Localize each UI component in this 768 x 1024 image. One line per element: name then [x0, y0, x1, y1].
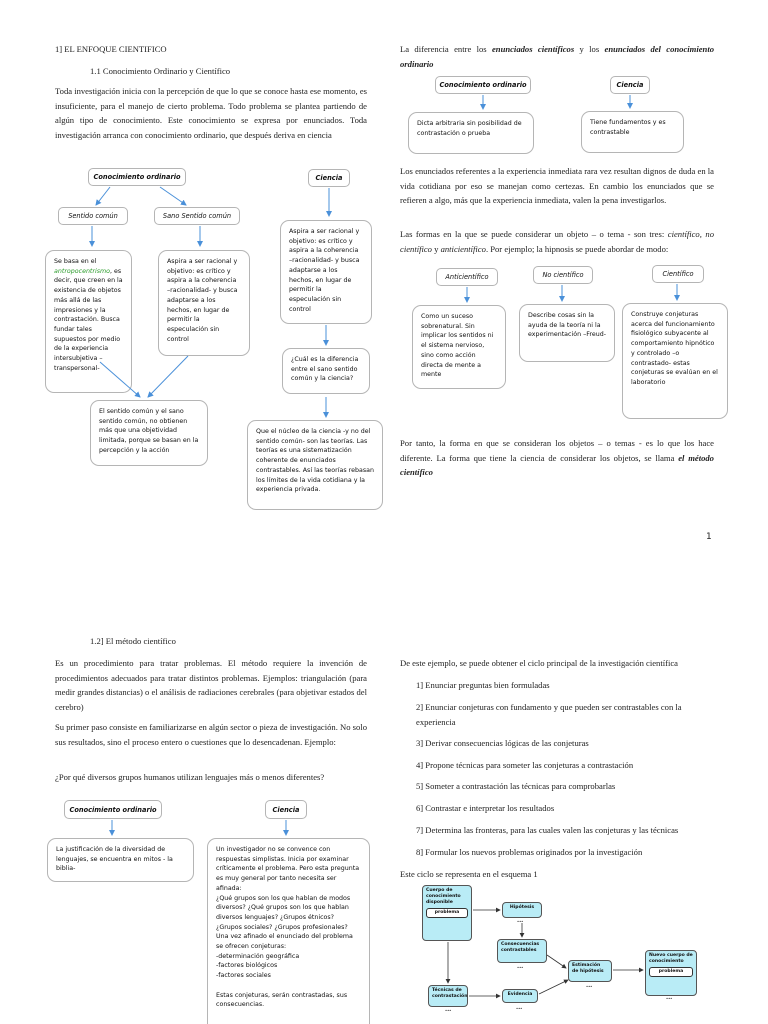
- fc-cuerpo: Cuerpo de conocimiento disponible problema: [422, 885, 472, 941]
- page2-co-box: La justificación de la diversidad de lenguajes, se encuentra en mitos - la biblia-: [47, 838, 194, 882]
- fc-tecnicas: Técnicas de contrastación: [428, 985, 468, 1007]
- fc-dots-hipotesis: ...: [517, 917, 524, 924]
- sano-sentido-comun-label: Sano Sentido común: [154, 207, 240, 225]
- fc-dots-estimacion: ...: [586, 982, 593, 989]
- step-5: 5] Someter a contrastación las técnicas para comprobarlas: [416, 781, 616, 791]
- fc-estimacion: Estimación de hipótesis: [568, 960, 612, 982]
- step-8: 8] Formular los nuevos problemas originados por la investigación: [416, 847, 643, 857]
- page1-intro: Toda investigación inicia con la percepción de que lo que se conoce hasta ese momento, es insuficiente, para el manejo de cierto problema. Todo problema se plantea partiendo de algún tipo de conocimiento. Este conocimiento se expresa por enunciados. Toda investigación arranca con conocimiento ordinario, que después deriva en ciencia: [55, 86, 368, 140]
- step-3: 3] Derivar consecuencias lógicas de las conjeturas: [416, 738, 589, 748]
- cientifico-label: Científico: [652, 265, 704, 283]
- answer-box: Que el núcleo de la ciencia -y no del sentido común- son las teorías. Las teorías es una sistematización coherente de enunciados contrastables. Así las teorías rebasan los límites de la vida cotidiana y la experiencia privada.: [247, 420, 383, 510]
- question-box: ¿Cuál es la diferencia entre el sano sentido común y la ciencia?: [282, 348, 370, 394]
- sentido-comun-label: Sentido común: [58, 207, 128, 225]
- page2-ciencia-box: Un investigador no se convence con respuestas simplistas. Inicia por examinar críticamente el problema. Pero esta pregunta es muy general por tanto necesita ser afinada: ¿Qué grupos son los que hablan de modos diversos? ¿Qué grupos son los que hablan diversos lenguajes? ¿Grupos étnicos? ¿Grupos sociales? ¿Grupos profesionales? Una vez afinado el enunciado del problema se ofrecen conjeturas: -determinación geográfica -factores biológicos -factores sociales Estas conjeturas, serán contrastadas, sus consecuencias.: [207, 838, 370, 1024]
- fc-hipotesis: Hipótesis: [502, 902, 542, 918]
- metodo-paragraph: Por tanto, la forma en que se consideran los objetos – o temas - es lo que los hace diferente. La forma que tiene la ciencia de considerar los objetos, se llama el método científico: [400, 438, 714, 478]
- conocimiento-ordinario-label: Conocimiento ordinario: [88, 168, 186, 186]
- enunciados-paragraph: Los enunciados referentes a la experiencia inmediata rara vez resultan dignos de duda en la vida cotidiana por eso se manejan como certezas. En cambio los enunciados que se refieren a algo, más que la experiencia inmediata, valen la pena investigarlos.: [400, 166, 714, 206]
- page2-right-intro: De este ejemplo, se puede obtener el ciclo principal de la investigación científica: [400, 658, 678, 668]
- no-cientifico-box: Describe cosas sin la ayuda de la teoría ni la experimentación –Freud-: [519, 304, 615, 362]
- ciencia-label: Ciencia: [308, 169, 350, 187]
- fc-dots-tecnicas: ...: [445, 1006, 452, 1013]
- no-cientifico-label: No científico: [533, 266, 593, 284]
- right-conocimiento-ordinario-label: Conocimiento ordinario: [435, 76, 531, 94]
- fc-nuevo: Nuevo cuerpo de conocimiento problema: [645, 950, 697, 996]
- page2-para2: Su primer paso consiste en familiarizarse en algún sector o pieza de investigación. No solo sus resultados, sino el proceso entero o cuestiones que lo desencadenan. Ejemplo:: [55, 722, 367, 747]
- step-4: 4] Propone técnicas para someter las conjeturas a contrastación: [416, 760, 634, 770]
- page2-conocimiento-ordinario-label: Conocimiento ordinario: [64, 800, 162, 819]
- step-7: 7] Determina las fronteras, para las cuales valen las conjeturas y las técnicas: [416, 825, 679, 835]
- page2-question: ¿Por qué diversos grupos humanos utilizan lenguajes más o menos diferentes?: [55, 772, 325, 782]
- cientifico-box: Construye conjeturas acerca del funcionamiento fisiológico subyacente al comportamiento hipnótico y controlado –o contrastado- estas conjeturas se evalúan en el laboratorio: [622, 303, 728, 419]
- sentido-comun-box: Se basa en el antropocentrismo, es decir, que creen en la existencia de objetos más allá de las impresiones y la contrastación. Busca fundar tales supuestos por medio de la experiencia intersubjetiva –transpersonal-: [45, 250, 132, 393]
- diferencia-text: La diferencia entre los enunciados científicos y los enunciados del conocimiento ordinario: [400, 44, 715, 69]
- fc-problema: problema: [426, 908, 468, 918]
- ciencia-box: Aspira a ser racional y objetivo: es crítico y aspira a la coherencia –racionalidad- y busca adaptarse a los hechos, en lugar de permitir la especulación sin control: [280, 220, 372, 324]
- fc-arrow-evidencia-estimacion: [539, 980, 568, 994]
- right-ciencia-label: Ciencia: [610, 76, 650, 94]
- page-number: 1: [706, 532, 712, 542]
- sano-sentido-comun-box: Aspira a ser racional y objetivo: es crítico y aspira a la coherencia –racionalidad- y busca adaptarse a los hechos, en lugar de permitir la especulación sin control: [158, 250, 250, 356]
- anticientifico-label: Anticientífico: [436, 268, 498, 286]
- right-co-box: Dicta arbitraria sin posibilidad de contrastación o prueba: [408, 112, 534, 154]
- page2-heading: 1.2] El método científico: [90, 636, 176, 646]
- anticientifico-box: Como un suceso sobrenatural. Sin implicar los sentidos ni el sistema nervioso, sino como acción directa de mente a mente: [412, 305, 506, 389]
- fc-dots-evidencia: ...: [516, 1004, 523, 1011]
- arrow-co-sentido: [96, 187, 110, 205]
- page2-para1: Es un procedimiento para tratar problemas. El método requiere la invención de procedimientos adecuados para tratar distintos problemas. Ejemplos: triangulación (para medir grandes distancias) o el análisis de radiaciones cerebrales (para objetivar estados del cerebro): [55, 658, 367, 712]
- step-6: 6] Contrastar e interpretar los resultados: [416, 803, 555, 813]
- fc-dots-nuevo: ...: [666, 994, 673, 1001]
- step-1: 1] Enunciar preguntas bien formuladas: [416, 680, 550, 690]
- arrow-sentido-bottom: [100, 362, 140, 397]
- step-2: 2] Enunciar conjeturas con fundamento y que pueden ser contrastables con la experiencia: [416, 702, 682, 727]
- fc-arrow-cons-estimacion: [547, 955, 566, 968]
- fc-consecuencias: Consecuencias contrastables: [497, 939, 547, 963]
- fc-problema2: problema: [649, 967, 693, 977]
- fc-evidencia: Evidencia: [502, 989, 538, 1003]
- right-ciencia-box: Tiene fundamentos y es contrastable: [581, 111, 684, 153]
- conclusion-box: El sentido común y el sano sentido común, no obtienen más que una objetividad limitada, porque se basan en la percepción y la acción: [90, 400, 208, 466]
- schema-intro: Este ciclo se representa en el esquema 1: [400, 869, 538, 879]
- page2-ciencia-label: Ciencia: [265, 800, 307, 819]
- fc-dots-consecuencias: ...: [517, 963, 524, 970]
- arrow-co-sano: [160, 187, 186, 205]
- page1-heading: 1] EL ENFOQUE CIENTIFICO: [55, 44, 167, 54]
- formas-paragraph: Las formas en la que se puede considerar un objeto – o tema - son tres: científico, no científico y anticientífico. Por ejemplo; la hipnosis se puede abordar de modo:: [400, 229, 714, 254]
- page1-subheading: 1.1 Conocimiento Ordinario y Científico: [90, 66, 231, 76]
- arrow-sano-bottom: [148, 356, 188, 397]
